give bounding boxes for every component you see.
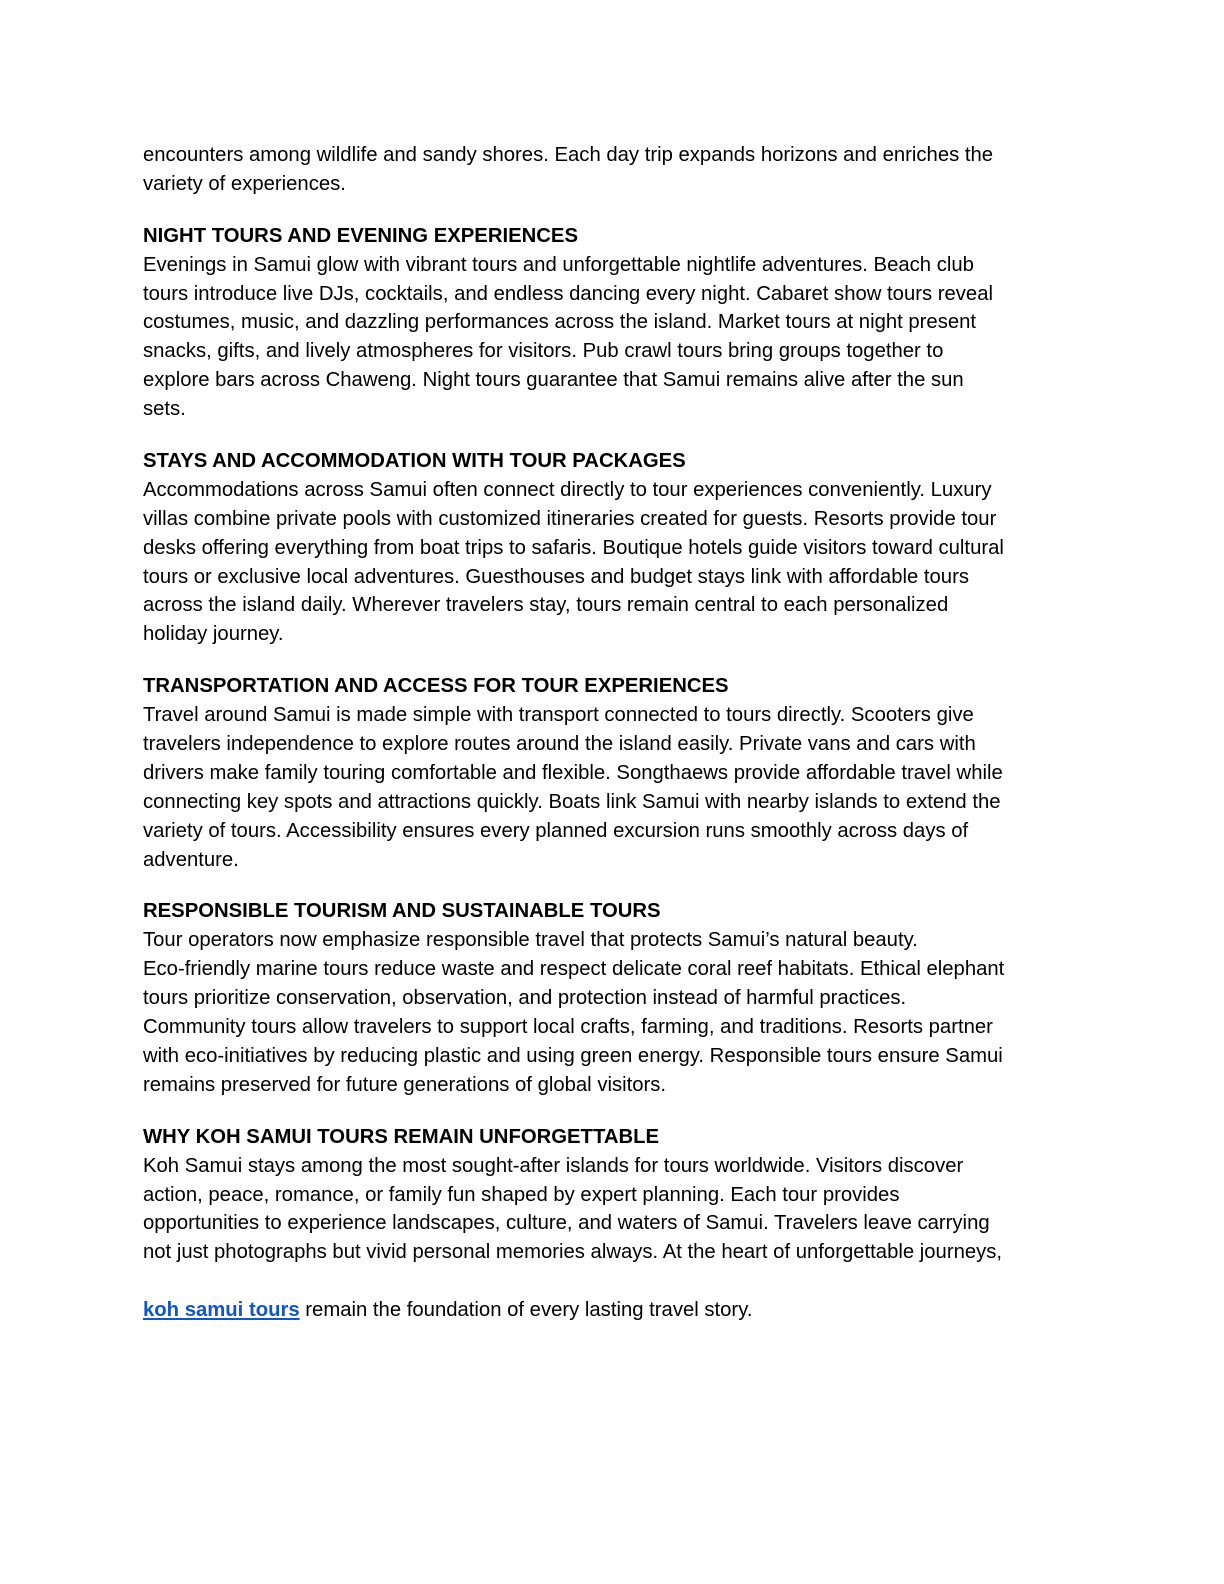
text-line: action, peace, romance, or family fun shaped by expert planning. Each tour provides (143, 1183, 900, 1206)
section-heading: RESPONSIBLE TOURISM AND SUSTAINABLE TOURS (143, 900, 661, 923)
text-line: Evenings in Samui glow with vibrant tours and unforgettable nightlife adventures. Beach club (143, 253, 974, 276)
text-line: Travel around Samui is made simple with transport connected to tours directly. Scooters give (143, 704, 974, 727)
text-line: holiday journey. (143, 623, 284, 646)
text-line: tours introduce live DJs, cocktails, and endless dancing every night. Cabaret show tours reveal (143, 282, 993, 305)
text-line: Community tours allow travelers to support local crafts, farming, and traditions. Resorts partner (143, 1016, 993, 1039)
section-stays-accommodation (143, 447, 1078, 649)
section-heading: WHY KOH SAMUI TOURS REMAIN UNFORGETTABLE (143, 1125, 660, 1148)
text-line (143, 1267, 1078, 1296)
text-line: explore bars across Chaweng. Night tours guarantee that Samui remains alive after the sun (143, 369, 964, 392)
text-line: snacks, gifts, and lively atmospheres for visitors. Pub crawl tours bring groups together to (143, 340, 944, 363)
text-line: with eco-initiatives by reducing plastic and using green energy. Responsible tours ensure Samui (143, 1044, 1003, 1067)
koh-samui-tours-link[interactable]: koh samui tours (143, 1299, 300, 1322)
text-line: Koh Samui stays among the most sought-after islands for tours worldwide. Visitors discover (143, 1154, 964, 1177)
section-heading: NIGHT TOURS AND EVENING EXPERIENCES (143, 224, 578, 247)
text-line: drivers make family touring comfortable and flexible. Songthaews provide affordable travel while (143, 761, 1003, 784)
text-line: Eco-friendly marine tours reduce waste and respect delicate coral reef habitats. Ethical elephant (143, 958, 1005, 981)
text-line: costumes, music, and dazzling performances across the island. Market tours at night present (143, 311, 977, 334)
text-line: travelers independence to explore routes around the island easily. Private vans and cars with (143, 733, 976, 756)
text-line: tours or exclusive local adventures. Guesthouses and budget stays link with affordable tours (143, 565, 969, 588)
section-heading: STAYS AND ACCOMMODATION WITH TOUR PACKAGES (143, 450, 686, 473)
text-line: desks offering everything from boat trips to safaris. Boutique hotels guide visitors toward cultural (143, 536, 1004, 559)
text-line: opportunities to experience landscapes, culture, and waters of Samui. Travelers leave carrying (143, 1212, 990, 1235)
text-line: remains preserved for future generations of global visitors. (143, 1073, 667, 1096)
intro-paragraph (143, 141, 1078, 199)
section-night-tours (143, 222, 1078, 424)
text-line: adventure. (143, 848, 239, 871)
text-line: encounters among wildlife and sandy shores. Each day trip expands horizons and enriches the (143, 144, 994, 166)
section-responsible-tourism (143, 897, 1078, 1099)
final-line (143, 1296, 1078, 1325)
text-line: across the island daily. Wherever travelers stay, tours remain central to each personalized (143, 594, 949, 617)
section-heading: TRANSPORTATION AND ACCESS FOR TOUR EXPERIENCES (143, 675, 729, 698)
text-line: tours prioritize conservation, observation, and protection instead of harmful practices. (143, 987, 907, 1010)
final-line-text: remain the foundation of every lasting travel story. (299, 1299, 753, 1322)
text-line: Accommodations across Samui often connect directly to tour experiences conveniently. Luxury (143, 478, 992, 501)
document-page (143, 141, 1078, 1325)
text-line: villas combine private pools with customized itineraries created for guests. Resorts provide tour (143, 507, 997, 530)
text-line: not just photographs but vivid personal memories always. At the heart of unforgettable journeys, (143, 1241, 1003, 1264)
text-line: connecting key spots and attractions quickly. Boats link Samui with nearby islands to extend the (143, 790, 1001, 813)
text-line: sets. (143, 398, 186, 421)
text-line: Tour operators now emphasize responsible travel that protects Samui’s natural beauty. (143, 929, 918, 952)
text-line: variety of experiences. (143, 172, 346, 195)
section-why-unforgettable (143, 1123, 1078, 1325)
section-transportation (143, 672, 1078, 874)
text-line: variety of tours. Accessibility ensures every planned excursion runs smoothly across days of (143, 819, 969, 842)
